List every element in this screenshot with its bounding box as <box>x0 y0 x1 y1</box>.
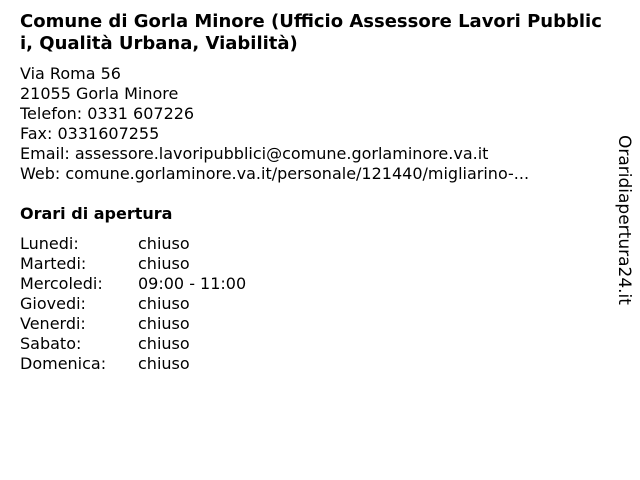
day-time: chiuso <box>138 294 190 313</box>
site-brand-vertical: Oraridiapertura24.it <box>614 135 634 305</box>
email-address: Email: assessore.lavoripubblici@comune.gorlaminore.va.it <box>20 144 489 163</box>
day-label: Domenica: <box>20 354 107 373</box>
day-label: Sabato: <box>20 334 82 353</box>
contact-block <box>20 64 600 184</box>
day-time: chiuso <box>138 254 190 273</box>
hours-row-friday <box>20 314 246 334</box>
hours-row-sunday <box>20 354 246 374</box>
day-time: chiuso <box>138 234 190 253</box>
page-title: Comune di Gorla Minore (Ufficio Assessore Lavori Pubblici, Qualità Urbana, Viabilità) <box>20 11 602 54</box>
hours-row-wednesday <box>20 274 246 294</box>
day-label: Lunedi: <box>20 234 79 253</box>
day-time: chiuso <box>138 354 190 373</box>
hours-row-saturday <box>20 334 246 354</box>
hours-heading: Orari di apertura <box>20 204 173 223</box>
hours-row-monday <box>20 234 246 254</box>
day-time: chiuso <box>138 334 190 353</box>
day-label: Mercoledi: <box>20 274 103 293</box>
hours-row-thursday <box>20 294 246 314</box>
hours-row-tuesday <box>20 254 246 274</box>
phone-number: Telefon: 0331 607226 <box>20 104 195 123</box>
day-label: Martedi: <box>20 254 87 273</box>
day-time: chiuso <box>138 314 190 333</box>
address-city: 21055 Gorla Minore <box>20 84 179 103</box>
website-url: Web: comune.gorlaminore.va.it/personale/121440/migliarino-... <box>20 164 530 183</box>
day-label: Giovedi: <box>20 294 86 313</box>
fax-number: Fax: 0331607255 <box>20 124 160 143</box>
address-street: Via Roma 56 <box>20 64 121 83</box>
day-time: 09:00 - 11:00 <box>138 274 247 293</box>
day-label: Venerdi: <box>20 314 86 333</box>
opening-hours-table <box>20 234 246 374</box>
